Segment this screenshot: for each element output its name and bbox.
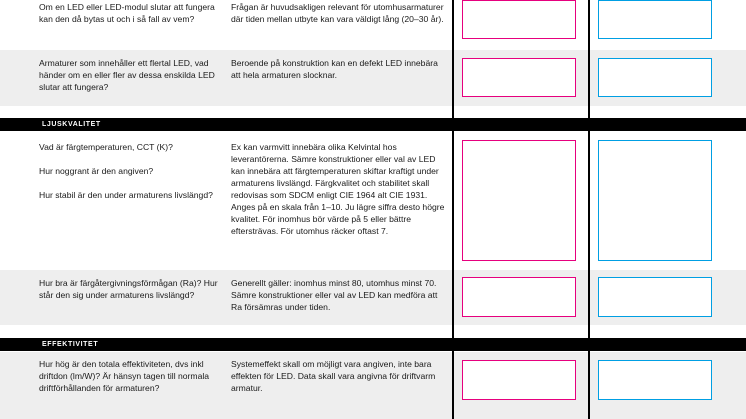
section-header-ljuskvalitet	[0, 118, 746, 131]
answer-box-supplier[interactable]	[462, 277, 576, 317]
answer-box-evaluation[interactable]	[598, 360, 712, 400]
answer-box-supplier[interactable]	[462, 360, 576, 400]
section-title: LJUSKVALITET	[42, 121, 101, 128]
answer-text: Generellt gäller: inomhus minst 80, utomhus minst 70. Sämre konstruktioner eller val av LED kan medföra att Ra försämras under tiden.	[231, 278, 438, 312]
column-divider	[452, 0, 454, 419]
answer-text: Systemeffekt skall om möjligt vara angiven, inte bara effekten för LED. Data skall vara angivna för driftvarm armatur.	[231, 359, 436, 393]
answer-box-supplier[interactable]	[462, 0, 576, 39]
question-text: Om en LED eller LED-modul slutar att fungera kan den då bytas ut och i så fall av vem?	[39, 2, 215, 24]
question-part: Hur noggrant är den angiven?	[39, 166, 154, 176]
question-part: Vad är färgtemperaturen, CCT (K)?	[39, 142, 173, 152]
section-header-effektivitet	[0, 338, 746, 351]
question-text: Hur hög är den totala effektiviteten, dvs inkl driftdon (lm/W)? Är hänsyn tagen till normala driftförhållanden för armaturen?	[39, 359, 210, 393]
question-text	[39, 141, 224, 201]
answer-box-evaluation[interactable]	[598, 0, 712, 39]
question-text: Armaturer som innehåller ett flertal LED, vad händer om en eller fler av dessa enskilda LED slutar att fungera?	[39, 58, 215, 92]
answer-box-supplier[interactable]	[462, 140, 576, 261]
section-title: EFFEKTIVITET	[42, 341, 99, 348]
answer-text: Frågan är huvudsakligen relevant för utomhusarmaturer där tiden mellan utbyte kan vara väldigt lång (20–30 år).	[231, 2, 444, 24]
question-text: Hur bra är färgåtergivningsförmågan (Ra)? Hur står den sig under armaturens livslängd?	[39, 278, 218, 300]
column-divider	[588, 0, 590, 419]
answer-box-supplier[interactable]	[462, 58, 576, 97]
answer-box-evaluation[interactable]	[598, 58, 712, 97]
answer-box-evaluation[interactable]	[598, 140, 712, 261]
question-part: Hur stabil är den under armaturens livslängd?	[39, 190, 213, 200]
answer-text: Beroende på konstruktion kan en defekt LED innebära att hela armaturen slocknar.	[231, 58, 438, 80]
answer-box-evaluation[interactable]	[598, 277, 712, 317]
answer-text: Ex kan varmvitt innebära olika Kelvintal hos leverantörerna. Sämre konstruktioner eller val av LED kan innebära att färgtemperaturen skiftar kraftigt under armaturens livslängd. Färgkvalitet och stabilitet skall redovisas som SDCM enligt CIE 1964 alt CIE 1931. Anges på en skala från 1–10. Ju lägre siffra desto högre kvalitet. För inomhus bör värde på 5 eller bättre eftersträvas. För utomhus räcker oftast 7.	[231, 142, 445, 236]
